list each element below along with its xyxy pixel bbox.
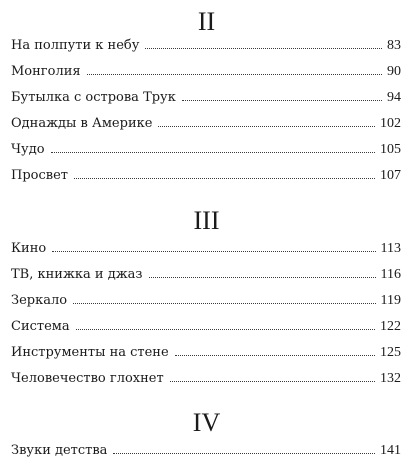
dot-leader — [113, 453, 375, 454]
section-heading-iii: III — [193, 206, 220, 235]
dot-leader — [52, 251, 375, 252]
toc-entry[interactable] — [11, 442, 401, 468]
toc-entry-page: 119 — [380, 293, 401, 308]
toc-entry[interactable] — [11, 63, 401, 89]
dot-leader — [145, 48, 382, 49]
toc-entry-page: 105 — [380, 142, 401, 157]
toc-entry[interactable] — [11, 344, 401, 370]
toc-entry-page: 94 — [387, 90, 401, 105]
toc-entry-title: Звуки детства — [11, 443, 108, 458]
toc-entry-title: Просвет — [11, 168, 68, 183]
toc-entry[interactable] — [11, 240, 401, 266]
toc-entry[interactable] — [11, 141, 401, 167]
toc-entry-title: Кино — [11, 241, 47, 256]
dot-leader — [74, 178, 375, 179]
dot-leader — [73, 303, 375, 304]
toc-entry[interactable] — [11, 266, 401, 292]
toc-entry[interactable] — [11, 89, 401, 115]
toc-entry-page: 122 — [380, 319, 401, 334]
dot-leader — [76, 329, 375, 330]
toc-entry-page: 116 — [380, 267, 401, 282]
toc-entry-page: 107 — [380, 168, 401, 183]
toc-entry-title: На полпути к небу — [11, 38, 140, 53]
dot-leader — [182, 100, 382, 101]
toc-entry[interactable] — [11, 167, 401, 193]
toc-entry[interactable] — [11, 292, 401, 318]
toc-entry-title: Человечество глохнет — [11, 371, 164, 386]
dot-leader — [149, 277, 376, 278]
dot-leader — [175, 355, 375, 356]
dot-leader — [87, 74, 382, 75]
toc-entry[interactable] — [11, 370, 401, 396]
dot-leader — [170, 381, 375, 382]
toc-entry-title: Система — [11, 319, 70, 334]
toc-entry-page: 83 — [387, 38, 401, 53]
toc-entry-title: Чудо — [11, 142, 45, 157]
toc-entry[interactable] — [11, 115, 401, 141]
toc-entry-title: Монголия — [11, 64, 81, 79]
dot-leader — [158, 126, 375, 127]
toc-entry-title: Однажды в Америке — [11, 116, 153, 131]
toc-entry-page: 90 — [387, 64, 401, 79]
section-heading-iv: IV — [192, 408, 221, 437]
toc-entry-title: Бутылка с острова Трук — [11, 90, 176, 105]
toc-entry-title: Зеркало — [11, 293, 68, 308]
toc-entry-page: 125 — [380, 345, 401, 360]
toc-entry-page: 141 — [380, 443, 401, 458]
toc-entry-title: ТВ, книжка и джаз — [11, 267, 143, 282]
section-heading-ii: II — [197, 7, 216, 36]
dot-leader — [51, 152, 375, 153]
toc-entry[interactable] — [11, 318, 401, 344]
toc-entry-title: Инструменты на стене — [11, 345, 169, 360]
toc-entry-page: 113 — [380, 241, 401, 256]
section-iv-entries — [11, 442, 401, 468]
toc-entry-page: 132 — [380, 371, 401, 386]
section-ii-entries — [11, 37, 401, 193]
toc-entry[interactable] — [11, 37, 401, 63]
toc-entry-page: 102 — [380, 116, 401, 131]
section-iii-entries — [11, 240, 401, 396]
